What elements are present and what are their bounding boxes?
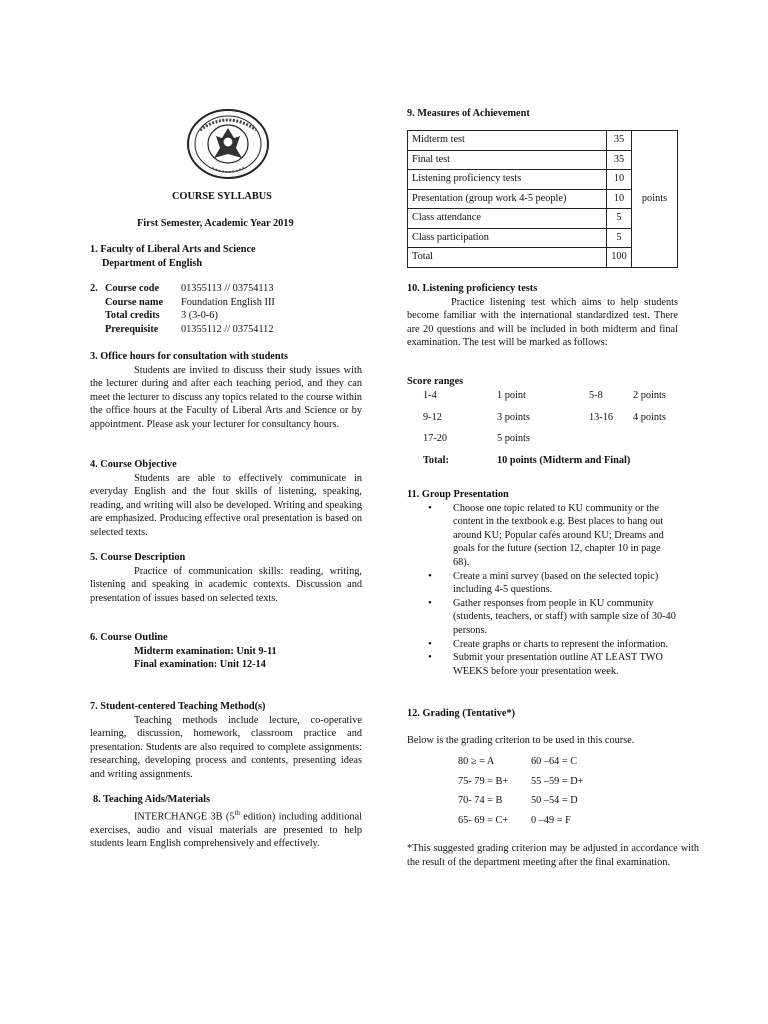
course-code-value: 01355113 // 03754113 [181,283,274,294]
score-range: 5-8 [589,390,603,401]
score-points: 4 points [633,411,666,423]
syllabus-title: COURSE SYLLABUS [172,191,272,202]
list-item: • Gather responses from people in KU community (students, teachers, or staff) with sample size of 30-40 persons. [407,597,678,638]
section-heading: 10. Listening proficiency tests [407,283,538,294]
points-label: points [632,131,678,268]
list-item: • Create graphs or charts to represent the information. [407,638,678,652]
section-heading: 3. Office hours for consultation with students [90,351,289,362]
measure-value: 10 [607,189,632,209]
course-info-grid [105,282,350,336]
measure-value: 35 [607,150,632,170]
midterm-units: Midterm examination: Unit 9-11 [134,645,277,657]
department-name: Department of English [102,257,203,269]
score-ranges-table [407,389,693,467]
measure-item: Presentation (group work 4-5 people) [408,189,607,209]
section-heading: 8. Teaching Aids/Materials [93,794,210,805]
score-range: 9-12 [423,411,442,423]
total-label: Total: [423,454,449,466]
course-code-label: Course code [105,283,160,294]
grade-entry: 70- 74 = B [458,795,503,807]
teaching-method-section [90,700,362,782]
semester-line: First Semester, Academic Year 2019 [137,218,294,229]
measure-value: 10 [607,170,632,190]
section-body: Students are able to effectively communicate in everyday English and the four skills of listening, speaking, reading, and writing will also be developed. Writing and speaking are emphasized. Producing effective oral presentation is based on selected texts. [90,472,362,538]
course-name-value: Foundation English III [181,296,275,308]
grade-entry: 55 –59 = D+ [531,775,584,787]
course-info-section [90,282,350,336]
total-credits-label: Total credits [105,310,160,322]
course-objective-section [90,458,362,540]
measures-table [407,130,678,268]
university-seal-logo [186,108,270,180]
score-points: 1 point [497,390,526,401]
section-number: 1. [90,244,98,255]
section-heading: 5. Course Description [90,552,186,563]
grade-entry: 60 –64 = C [531,756,578,767]
measure-value: 5 [607,228,632,248]
prerequisite-value: 01355112 // 03754112 [181,323,274,335]
section-number: 2. [90,283,98,294]
course-outline-section [90,631,362,672]
final-units: Final examination: Unit 12-14 [134,659,266,671]
office-hours-section [90,350,362,432]
measure-item: Class participation [408,228,607,248]
section-body: INTERCHANGE 3B (5th edition) including additional exercises, audio and visual materials are presented to help students learn English comprehensively and effectively. [90,808,362,850]
list-item: • Submit your presentation outline AT LEAST TWO WEEKS before your presentation week. [407,651,678,678]
grade-entry: 75- 79 = B+ [458,775,509,787]
course-name-label: Course name [105,296,164,308]
section-body: Practice listening test which aims to help students become familiar with the international standardized test. There are 20 questions and will be included in both midterm and final examination. The test will be marked as follows: [407,296,678,349]
grade-entry: 80 ≥ = A [458,756,495,767]
grading-criteria-grid [458,755,617,827]
course-description-section [90,551,362,605]
measure-value: 35 [607,131,632,151]
section-heading: 6. Course Outline [90,632,168,643]
section-heading: 4. Course Objective [90,459,177,470]
section-body: Practice of communication skills: reading, writing, listening and speaking in academic contexts. Discussion and presentation of issues based on selected texts. [90,565,362,604]
total-value: 10 points (Midterm and Final) [497,454,631,466]
score-points: 5 points [497,433,530,445]
measure-item: Listening proficiency tests [408,170,607,190]
list-item: • Choose one topic related to KU community or the content in the textbook e.g. Best places to hang out around KU; Popular cafés around KU; Dreams and goals for the future (section 12, chapter 10 in page 68). [407,502,678,570]
score-points: 2 points [633,390,666,401]
grade-entry: 0 –49 = F [531,814,571,826]
score-range: 17-20 [423,433,448,445]
section-body: Teaching methods include lecture, co-operative learning, discussion, homework, classroom practice and presentation. Students are also required to complete assignments: researching, developing process and contents, presenting ideas and writing assignments. [90,714,362,780]
section-body: Students are invited to discuss their study issues with the lecturer during and after each teaching period, and they can meet the lecturer to discuss any topics related to the course within the office hours at the Faculty of Liberal Arts and Science or by appointment. Please ask your lecturer for consultancy hours. [90,364,362,430]
grade-entry: 65- 69 = C+ [458,814,509,826]
section-heading: 7. Student-centered Teaching Method(s) [90,701,266,712]
measure-value: 5 [607,209,632,229]
grading-intro: Below is the grading criterion to be used in this course. [407,735,635,746]
total-credits-value: 3 (3-0-6) [181,310,218,322]
grading-heading: 12. Grading (Tentative*) [407,708,516,719]
measure-value: 100 [607,248,632,268]
score-points: 3 points [497,411,530,423]
measure-item: Class attendance [408,209,607,229]
measure-item: Midterm test [408,131,607,151]
measures-heading: 9. Measures of Achievement [407,108,530,119]
score-range: 13-16 [589,411,614,423]
score-range: 1-4 [423,390,437,401]
listening-tests-section [407,282,678,350]
grade-entry: 50 –54 = D [531,795,578,807]
measure-item: Final test [408,150,607,170]
measure-item: Total [408,248,607,268]
faculty-section [90,243,256,270]
teaching-aids-section [90,793,362,851]
list-item: • Create a mini survey (based on the selected topic) including 4-5 questions. [407,570,678,597]
grading-note: *This suggested grading criterion may be adjusted in accordance with the result of the department meeting after the final examination. [407,843,699,868]
presentation-bullet-list [407,502,678,679]
faculty-name: Faculty of Liberal Arts and Science [100,244,256,255]
group-presentation-section [407,488,678,678]
prerequisite-label: Prerequisite [105,323,159,335]
table-row [408,131,678,151]
section-heading: 11. Group Presentation [407,489,509,500]
score-ranges-heading: Score ranges [407,376,464,387]
